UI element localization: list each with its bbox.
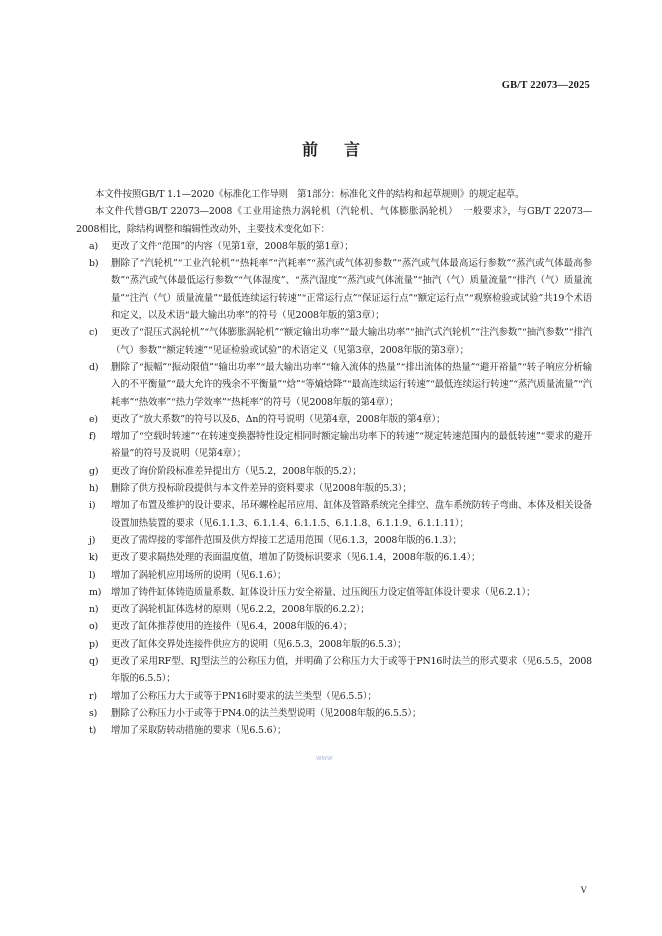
change-item-f <box>76 428 592 463</box>
item-text: 增加了涡轮机应用场所的说明（见6.1.6）； <box>111 569 287 581</box>
page-title: 前言 <box>301 140 386 159</box>
change-item-a <box>76 238 592 255</box>
change-item-o <box>76 618 592 635</box>
item-text: 删除了供方投标阶段提供与本文件差异的资料要求（见2008年版的5.3）； <box>111 483 412 495</box>
item-marker: c) <box>89 327 98 339</box>
item-text: 更改了缸体推荐使用的连接件（见6.4，2008年版的6.4）； <box>111 621 353 633</box>
item-marker: m) <box>89 586 102 598</box>
change-item-p <box>76 636 592 653</box>
change-item-c <box>76 324 592 359</box>
item-text: 增加了“空载时转速”“在转速变换器特性设定相同时额定输出功率下的转速”“规定转速范围内的最低转速”“要求的避开裕量”的符号及说明（见第4章）； <box>111 431 592 460</box>
change-item-k <box>76 549 592 566</box>
item-marker: b) <box>89 258 99 270</box>
item-marker: t) <box>89 725 97 737</box>
change-item-l <box>76 567 592 584</box>
item-text: 更改了需焊接的零部件范围及供方焊接工艺适用范围（见6.1.3，2008年版的6.1.3）； <box>111 534 462 546</box>
change-item-j <box>76 532 592 549</box>
change-item-i <box>76 497 592 532</box>
document-code-header: GB/T 22073—2025 <box>501 80 590 91</box>
item-text: 更改了“混压式涡轮机”“气体膨胀涡轮机”“额定输出功率”“最大输出功率”“抽汽式汽轮机”“注汽参数”“抽汽参数”“排汽（气）参数”“额定转速”“见证检验或试验”的术语定义（见第3章，2008年版的第3章）； <box>111 327 592 356</box>
item-marker: j) <box>89 534 96 546</box>
item-marker: r) <box>89 690 97 702</box>
item-marker: a) <box>89 240 98 252</box>
change-item-s <box>76 705 592 722</box>
change-item-g <box>76 463 592 480</box>
watermark-mark: WWW <box>316 756 333 762</box>
item-text: 更改了涡轮机缸体选材的原则（见6.2.2，2008年版的6.2.2）； <box>111 604 370 616</box>
item-marker: p) <box>89 638 99 650</box>
item-text: 删除了“振幅”“振动限值”“输出功率”“最大输出功率”“输入流体的热量”“排出流体的热量”“避开裕量”“转子响应分析输入的不平衡量”“最大允许的残余不平衡量”“焓”“等熵焓降”“最高连续运行转速”“最低连续运行转速”“蒸汽质量流量”“汽耗率”“热效率”“热力学效率”“热耗率”的符号（见2008年版的第4章）； <box>111 361 592 408</box>
change-item-b <box>76 255 592 324</box>
change-item-r <box>76 688 592 705</box>
paragraph-drafting-rules: 本文件按照GB/T 1.1—2020《标准化工作导则 第1部分：标准化文件的结构和起草规则》的规定起草。 <box>95 189 525 200</box>
item-text: 删除了“汽轮机”“工业汽轮机”“热耗率”“汽耗率”“蒸汽或气体初参数”“蒸汽或气体最高运行参数”“蒸汽或气体最高参数”“蒸汽或气体最低运行参数”“气体湿度”、“蒸汽湿度”“蒸汽或气体流量”“抽汽（气）质量流量”“排汽（气）质量流量”“注汽（气）质量流量”“最低连续运行转速”“正常运行点”“保证运行点”“额定运行点”“观察检验或试验”共19个术语和定义，以及术语“最大输出功率”的符号（见2008年版的第3章）； <box>111 258 592 322</box>
change-item-n <box>76 601 592 618</box>
change-item-q <box>76 653 592 688</box>
item-marker: l) <box>89 569 96 581</box>
item-text: 更改了询价阶段标准差异提出方（见5.2，2008年版的5.2）； <box>111 465 362 477</box>
item-text: 更改了“放大系数”的符号以及δ、Δn的符号说明（见第4章，2008年版的第4章）； <box>111 413 446 425</box>
item-marker: k) <box>89 552 99 564</box>
foreword-body <box>76 186 592 740</box>
item-text: 更改了文件“范围”的内容（见第1章，2008年版的第1章）； <box>111 240 354 252</box>
item-marker: g) <box>89 465 99 477</box>
change-item-e <box>76 411 592 428</box>
item-text: 更改了缸体交界处连接件供应方的说明（见6.5.3，2008年版的6.5.3）； <box>111 638 407 650</box>
item-marker: h) <box>89 483 99 495</box>
change-item-h <box>76 480 592 497</box>
item-text: 增加了公称压力大于或等于PN16时要求的法兰类型（见6.5.5）； <box>111 690 377 702</box>
item-text: 增加了采取防转动措施的要求（见6.5.6）； <box>111 725 287 737</box>
item-marker: n) <box>89 604 99 616</box>
item-text: 增加了铸件缸体铸造质量系数、缸体设计压力安全裕量、过压阀压力设定值等缸体设计要求（见6.2.1）； <box>111 586 536 598</box>
change-item-d <box>76 359 592 411</box>
change-item-m <box>76 584 592 601</box>
item-text: 删除了公称压力小于或等于PN4.0的法兰类型说明（见2008年版的6.5.5）； <box>111 707 422 719</box>
item-text: 更改了采用RF型、RJ型法兰的公称压力值，并明确了公称压力大于或等于PN16时法兰的形式要求（见6.5.5，2008年版的6.5.5）； <box>111 656 592 685</box>
item-marker: i) <box>89 500 96 512</box>
item-text: 增加了布置及维护的设计要求、吊环螺栓起吊应用、缸体及管路系统完全排空、盘车系统防转子弯曲、本体及相关设备设置加热装置的要求（见6.1.1.3、6.1.1.4、6.1.1.5、6.1.1.8、6.1.1.9、6.1.1.11）； <box>111 500 592 529</box>
paragraph-replacement-note: 本文件代替GB/T 22073—2008《工业用途热力涡轮机（汽轮机、气体膨胀涡轮机） 一般要求》，与GB/T 22073—2008相比，除结构调整和编辑性改动外，主要技术变化如下： <box>76 206 592 235</box>
item-marker: s) <box>89 707 98 719</box>
item-text: 更改了要求隔热处理的表面温度值，增加了防烫标识要求（见6.1.4，2008年版的6.1.4）； <box>111 552 481 564</box>
page-number: V <box>580 885 587 895</box>
item-marker: q) <box>89 656 99 668</box>
item-marker: o) <box>89 621 99 633</box>
change-item-t <box>76 722 592 739</box>
item-marker: f) <box>89 431 96 443</box>
item-marker: e) <box>89 413 98 425</box>
item-marker: d) <box>89 361 99 373</box>
